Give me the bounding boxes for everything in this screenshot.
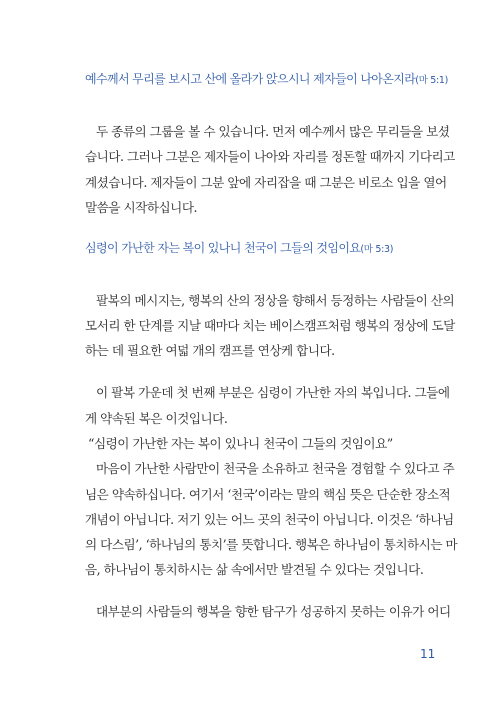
scripture-heading-2-ref: (마 5:3) [360, 244, 394, 255]
para1-line-4: 말씀을 시작하십니다. [85, 200, 197, 215]
para3-line-7: 의 다스림’, ‘하나님의 통치’를 뜻합니다. 행복은 하나님이 통치하시는 마 [85, 537, 458, 552]
para1-line-2: 습니다. 그러나 그분은 제자들이 나아와 자리를 정돈할 때까지 기다리고 [85, 149, 455, 164]
para3-line-8: 음, 하나님이 통치하시는 삶 속에서만 발견될 수 있다는 것입니다. [85, 562, 424, 577]
para3-line-1: 이 팔복 가운데 첫 번째 부분은 심령이 가난한 자의 복입니다. 그들에 [96, 385, 450, 400]
para3-line-6: 개념이 아닙니다. 저기 있는 어느 곳의 천국이 아닙니다. 이것은 ‘하나님 [85, 512, 454, 527]
para2-line-2: 모서리 한 단계를 지날 때마다 치는 베이스캠프처럼 행복의 정상에 도달 [85, 318, 455, 333]
para4-line-1: 대부분의 사람들의 행복을 향한 탐구가 성공하지 못하는 이유가 어디 [96, 604, 451, 619]
para3-line-4: 마음이 가난한 사람만이 천국을 소유하고 천국을 경험할 수 있다고 주 [96, 461, 455, 476]
para1-line-1: 두 종류의 그룹을 볼 수 있습니다. 먼저 예수께서 많은 무리들을 보셨 [96, 124, 450, 139]
para3-line-5: 님은 약속하십니다. 여기서 ‘천국’이라는 말의 핵심 뜻은 단순한 장소적 [85, 487, 451, 502]
scripture-heading-1-ref: (마 5:1) [415, 75, 449, 86]
scripture-heading-2 [85, 239, 393, 256]
para3-quote: “심령이 가난한 자는 복이 있나니 천국이 그들의 것임이요” [88, 436, 393, 451]
scripture-heading-1 [85, 70, 448, 87]
page-number: 11 [420, 647, 436, 661]
para1-line-3: 계셨습니다. 제자들이 그분 앞에 자리잡을 때 그분은 비로소 입을 열어 [85, 175, 447, 190]
scripture-heading-2-text: 심령이 가난한 자는 복이 있나니 천국이 그들의 것임이요 [85, 241, 361, 255]
para3-line-2: 게 약속된 복은 이것입니다. [85, 411, 228, 426]
scripture-heading-1-text: 예수께서 무리를 보시고 산에 올라가 앉으시니 제자들이 나아온지라 [85, 72, 416, 86]
para2-line-1: 팔복의 메시지는, 행복의 산의 정상을 향해서 등정하는 사람들이 산의 [96, 293, 455, 308]
para2-line-3: 하는 데 필요한 여덟 개의 캠프를 연상케 합니다. [85, 343, 335, 358]
